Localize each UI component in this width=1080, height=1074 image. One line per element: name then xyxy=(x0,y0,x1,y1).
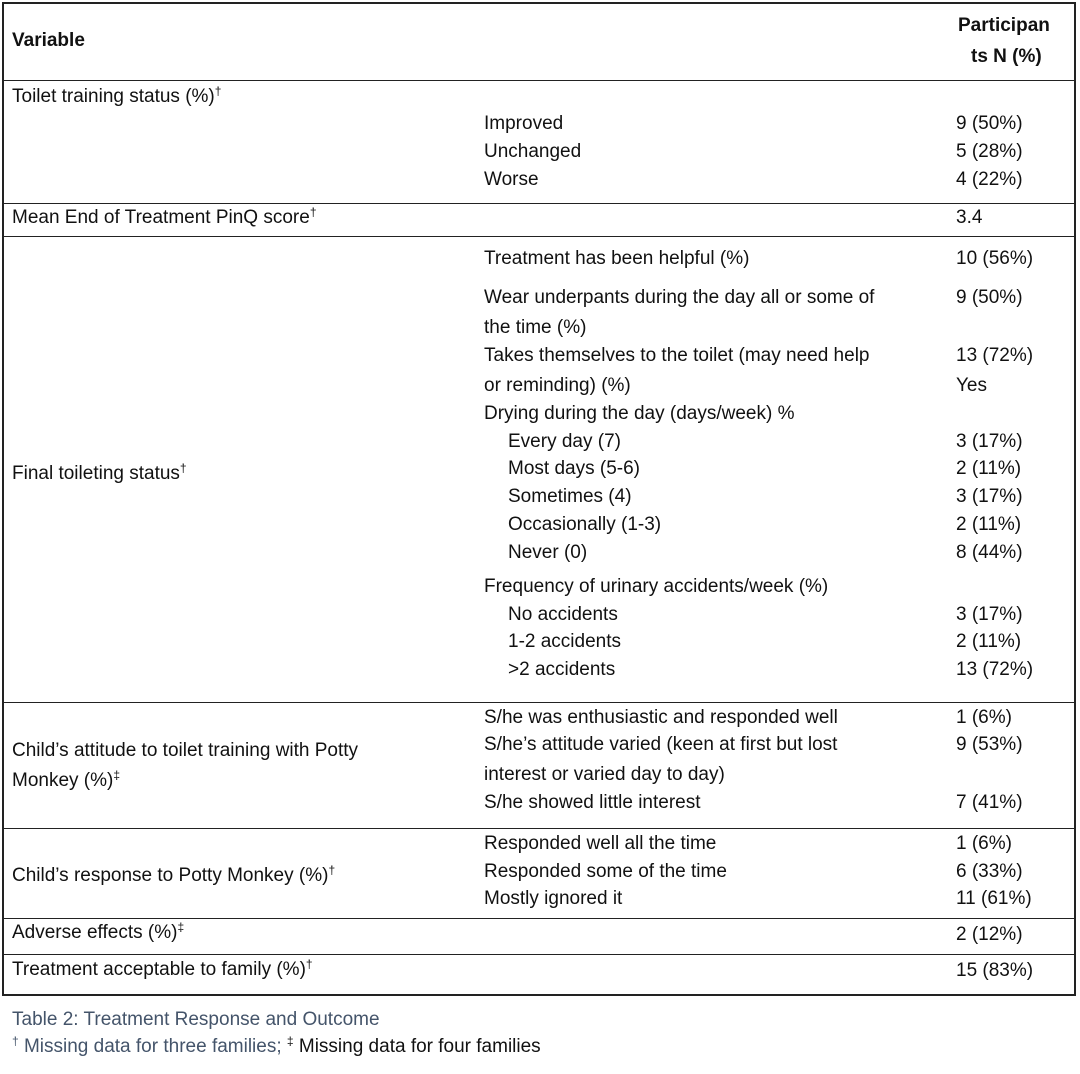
item-label: or reminding) (%) xyxy=(484,375,631,396)
item-label: interest or varied day to day) xyxy=(484,764,725,785)
row-divider xyxy=(4,828,1074,829)
item-value: 11 (61%) xyxy=(956,888,1032,909)
item-label: Worse xyxy=(484,169,539,190)
item-value: 1 (6%) xyxy=(956,833,1012,854)
item-label: Responded some of the time xyxy=(484,861,727,882)
item-label: Wear underpants during the day all or some of xyxy=(484,287,875,308)
item-value: 7 (41%) xyxy=(956,792,1023,813)
item-value: 13 (72%) xyxy=(956,659,1034,680)
row-label-toilet-training: Toilet training status (%)† xyxy=(12,84,222,107)
item-label: >2 accidents xyxy=(508,659,616,680)
drying-heading: Drying during the day (days/week) % xyxy=(484,403,795,424)
item-value: 1 (6%) xyxy=(956,707,1012,728)
item-value: 4 (22%) xyxy=(956,169,1023,190)
item-label: Never (0) xyxy=(508,542,588,563)
row-label-final-status: Final toileting status† xyxy=(12,461,187,484)
item-value: 5 (28%) xyxy=(956,141,1023,162)
item-label: Unchanged xyxy=(484,141,582,162)
row-divider xyxy=(4,702,1074,703)
item-value: 8 (44%) xyxy=(956,542,1023,563)
item-label: Mostly ignored it xyxy=(484,888,623,909)
header-participants-line1: Participan xyxy=(958,15,1050,36)
item-value: 9 (50%) xyxy=(956,113,1023,134)
item-label: Treatment has been helpful (%) xyxy=(484,248,750,269)
item-value: 10 (56%) xyxy=(956,248,1034,269)
item-label: Improved xyxy=(484,113,564,134)
item-value: 3 (17%) xyxy=(956,604,1023,625)
row-label-acceptable: Treatment acceptable to family (%)† xyxy=(12,957,313,980)
item-label: the time (%) xyxy=(484,317,587,338)
header-variable: Variable xyxy=(12,30,85,51)
item-label: S/he’s attitude varied (keen at first but lost xyxy=(484,734,838,755)
row-label-attitude-line2: Monkey (%)‡ xyxy=(12,768,121,791)
item-label: Occasionally (1-3) xyxy=(508,514,662,535)
item-label: No accidents xyxy=(508,604,618,625)
row-divider xyxy=(4,80,1074,81)
item-value: 13 (72%) xyxy=(956,345,1034,366)
item-value: 9 (50%) xyxy=(956,287,1023,308)
header-participants-line2: ts N (%) xyxy=(971,46,1042,67)
row-label-adverse: Adverse effects (%)‡ xyxy=(12,920,185,943)
item-value: 6 (33%) xyxy=(956,861,1023,882)
item-value: 15 (83%) xyxy=(956,960,1034,981)
row-label-pinq: Mean End of Treatment PinQ score† xyxy=(12,205,317,228)
item-value: 2 (12%) xyxy=(956,924,1023,945)
item-value: 2 (11%) xyxy=(956,514,1022,535)
item-label: S/he showed little interest xyxy=(484,792,701,813)
item-label: Responded well all the time xyxy=(484,833,717,854)
item-label: Sometimes (4) xyxy=(508,486,632,507)
row-label-attitude-line1: Child’s attitude to toilet training with Potty xyxy=(12,740,359,761)
accidents-heading: Frequency of urinary accidents/week (%) xyxy=(484,576,829,597)
item-label: S/he was enthusiastic and responded well xyxy=(484,707,838,728)
item-value: Yes xyxy=(956,375,987,396)
item-value: 3 (17%) xyxy=(956,486,1023,507)
table-caption: Table 2: Treatment Response and Outcome xyxy=(12,1009,380,1030)
item-value: 3.4 xyxy=(956,207,983,228)
item-label: Takes themselves to the toilet (may need help xyxy=(484,345,870,366)
item-value: 3 (17%) xyxy=(956,431,1023,452)
row-label-response: Child’s response to Potty Monkey (%)† xyxy=(12,863,336,886)
item-label: Every day (7) xyxy=(508,431,621,452)
item-value: 2 (11%) xyxy=(956,458,1022,479)
item-value: 2 (11%) xyxy=(956,631,1022,652)
item-value: 9 (53%) xyxy=(956,734,1023,755)
item-label: 1-2 accidents xyxy=(508,631,622,652)
item-label: Most days (5-6) xyxy=(508,458,640,479)
table-footnote: † Missing data for three families; ‡ Missing data for four families xyxy=(12,1034,541,1057)
row-divider xyxy=(4,954,1074,955)
row-divider xyxy=(4,236,1074,237)
